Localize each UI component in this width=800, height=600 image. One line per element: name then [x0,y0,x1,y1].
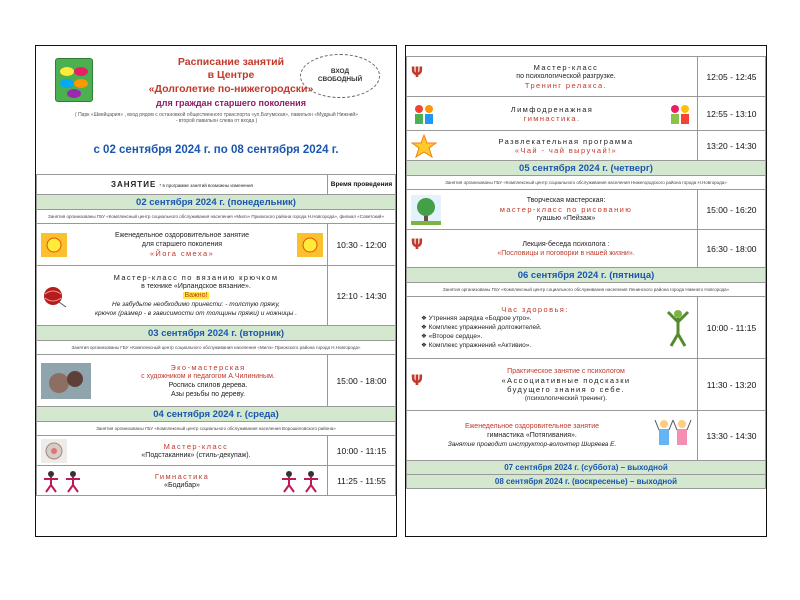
day-wednesday: 04 сентября 2024 г. (среда) [37,407,396,422]
event-time: 10:00 - 11:15 [328,436,396,466]
event-line: «Подстаканник» (стиль-декупаж). [141,451,251,459]
event-title: Развлекательная программа [498,136,634,146]
table-row [37,466,396,496]
day-monday: 02 сентября 2024 г. (понедельник) [37,195,396,210]
list-item: ❖ Комплекс упражнений долгожителей. [421,324,542,331]
schedule-header [36,46,396,174]
event-title: мастер-класс по рисованию [499,205,633,214]
event-line: Еженедельное оздоровительное занятие [114,232,250,239]
event-line: в технике «Ирландское вязание». [141,283,251,290]
event-time: 16:30 - 18:00 [698,230,766,268]
event-title: Лимфодренажная [510,104,594,114]
table-row [407,359,766,411]
col-activity-note: * в программе занятий возможны изменения [159,183,253,188]
table-row [37,266,396,326]
schedule-page-left [35,45,397,537]
col-time: Время проведения [328,175,396,195]
schedule-date-range: с 02 сентября 2024 г. по 08 сентября 2024 г. [93,144,339,156]
schedule-title: Расписание занятий [177,56,285,68]
table-row [407,97,766,131]
event-line: «Бодибар» [164,481,200,489]
schedule-subtitle: для граждан старшего поколения [156,98,306,108]
event-line: по психологической разгрузке. [516,73,616,80]
sun-icon [297,233,323,257]
schedule-title-center: в Центре [207,69,255,81]
org-note: Занятия организованы ГБУ «Комплексный центр социального обслуживания населения «Милэ» Приокского района города Н.Новгорода» [37,341,396,355]
important-badge: Важно! [184,292,208,299]
sun-icon [41,233,67,257]
event-line: гуашью «Пейзаж» [536,215,596,222]
cup-holder-icon [41,439,67,463]
event-title: «Ассоциативные подсказки [501,375,631,385]
org-note: Занятия организованы ГБУ «Комплексный центр социального обслуживания населения Ленинского района города Нижнего Новгорода» [407,283,766,297]
table-row [407,131,766,161]
event-time: 13:20 - 14:30 [698,131,766,161]
event-line: Занятие проводит инструктор-волонтер Ширяева Е. [447,441,617,448]
event-time: 10:30 - 12:00 [328,224,396,266]
psychology-symbol-icon: Ψ [411,64,423,81]
table-row [37,355,396,407]
table-header [37,175,396,195]
psychology-symbol-icon: Ψ [411,236,423,253]
gymnast-figures-icon [279,469,323,493]
org-note: Занятия организованы ГБУ «Комплексный центр социального обслуживания населения Ворошиловского района» [37,422,396,436]
people-icon [667,102,693,126]
event-title: Мастер-класс [533,63,599,72]
event-time: 15:00 - 16:20 [698,190,766,230]
stretching-couple-icon [653,418,693,454]
day-saturday-off: 07 сентября 2024 г. (суббота) – выходной [407,461,766,475]
gymnast-figures-icon [41,469,85,493]
event-title: Эко-мастерская [170,362,246,372]
list-item: ❖ Комплекс упражнений «Активио». [421,342,532,349]
event-title: «Йога смеха» [149,249,215,258]
yarn-ball-icon [41,284,67,308]
psychology-symbol-icon: Ψ [411,372,423,389]
wood-craft-photo-icon [41,363,91,399]
event-line: Творческая мастерская: [526,197,606,204]
event-line: Тренинг релакса. [524,81,608,90]
event-line: Роспись спилов дерева. [168,381,248,389]
day-friday: 06 сентября 2024 г. (пятница) [407,268,766,283]
event-line: «Чай - чай выручай!» [514,145,618,155]
schedule-title-name: «Долголетие по-нижегородски» [148,83,314,95]
event-line: будущего знания о себе. [507,384,625,394]
event-title: Лекция-беседа психолога : [522,240,610,248]
event-title: гимнастика «Потягивания». [487,432,577,439]
event-time: 15:00 - 18:00 [328,355,396,407]
event-line: крючок (размер - в зависимости от толщины пряжи) и ножницы . [94,310,298,317]
event-line: Еженедельное оздоровительное занятие [464,423,600,430]
event-title: Час здоровья: [501,305,569,314]
event-title: Гимнастика [154,471,210,481]
event-time: 12:10 - 14:30 [328,266,396,326]
day-tuesday: 03 сентября 2024 г. (вторник) [37,326,396,341]
event-time: 12:55 - 13:10 [698,97,766,131]
event-title: Мастер-класс по вязанию крючком [113,273,279,282]
table-row [407,57,766,97]
tree-icon [411,195,441,225]
event-time: 10:00 - 11:15 [698,297,766,359]
event-line: (психологический тренинг). [524,394,608,402]
org-note: Занятия организованы ГБУ «Комплексный центр социального обслуживания населения «Милэ» Приокского района города Н.Новгорода», филиал «Советский» [37,210,396,224]
table-row [37,224,396,266]
event-line: для старшего поколения [141,241,223,248]
event-line: «Пословицы и поговорки в нашей жизни». [497,249,635,257]
star-icon [411,134,437,158]
event-line: Азы резьбы по дереву. [170,390,246,398]
event-title: Мастер-класс [163,441,229,451]
event-time: 11:30 - 13:20 [698,359,766,411]
location-note: ( Парк «Швейцария» , вход рядом с остановкой общественного транспорта «ул.Батумская», павильон «Мудрый Нижний» - второй павильон слева от входа ) [75,112,358,124]
table-row [407,411,766,461]
event-line: с художником и педагогом А.Чилининым. [141,372,275,380]
list-item: ❖ Утренняя зарядка «Бодрое утро». [421,315,532,322]
schedule-page-right [405,45,767,537]
stretching-figure-icon [663,308,693,348]
event-time: 13:30 - 14:30 [698,411,766,461]
event-time: 12:05 - 12:45 [698,57,766,97]
day-thursday: 05 сентября 2024 г. (четверг) [407,161,766,176]
event-line: Практическое занятие с психологом [507,367,625,375]
event-time: 11:25 - 11:55 [328,466,396,496]
col-activity: ЗАНЯТИЕ [110,180,157,189]
table-row [407,230,766,268]
table-row [37,436,396,466]
table-row [407,190,766,230]
list-item: ❖ «Второе сердце». [421,333,483,340]
table-row [407,297,766,359]
event-line: гимнастика. [523,113,581,123]
event-line: Не забудьте необходимо принести: - толстую пряжу, [112,301,280,308]
day-sunday-off: 08 сентября 2024 г. (воскресенье) – выходной [407,475,766,489]
people-icon [411,102,437,126]
free-entry-badge: ВХОД СВОБОДНЫЙ [300,54,380,98]
org-note: Занятия организованы ГБУ «Комплексный центр социального обслуживания населения Нижегородского района города Н.Новгорода» [407,176,766,190]
schedule-table-left [36,174,396,496]
flower-logo-icon [55,58,93,102]
schedule-table-right [406,56,766,489]
